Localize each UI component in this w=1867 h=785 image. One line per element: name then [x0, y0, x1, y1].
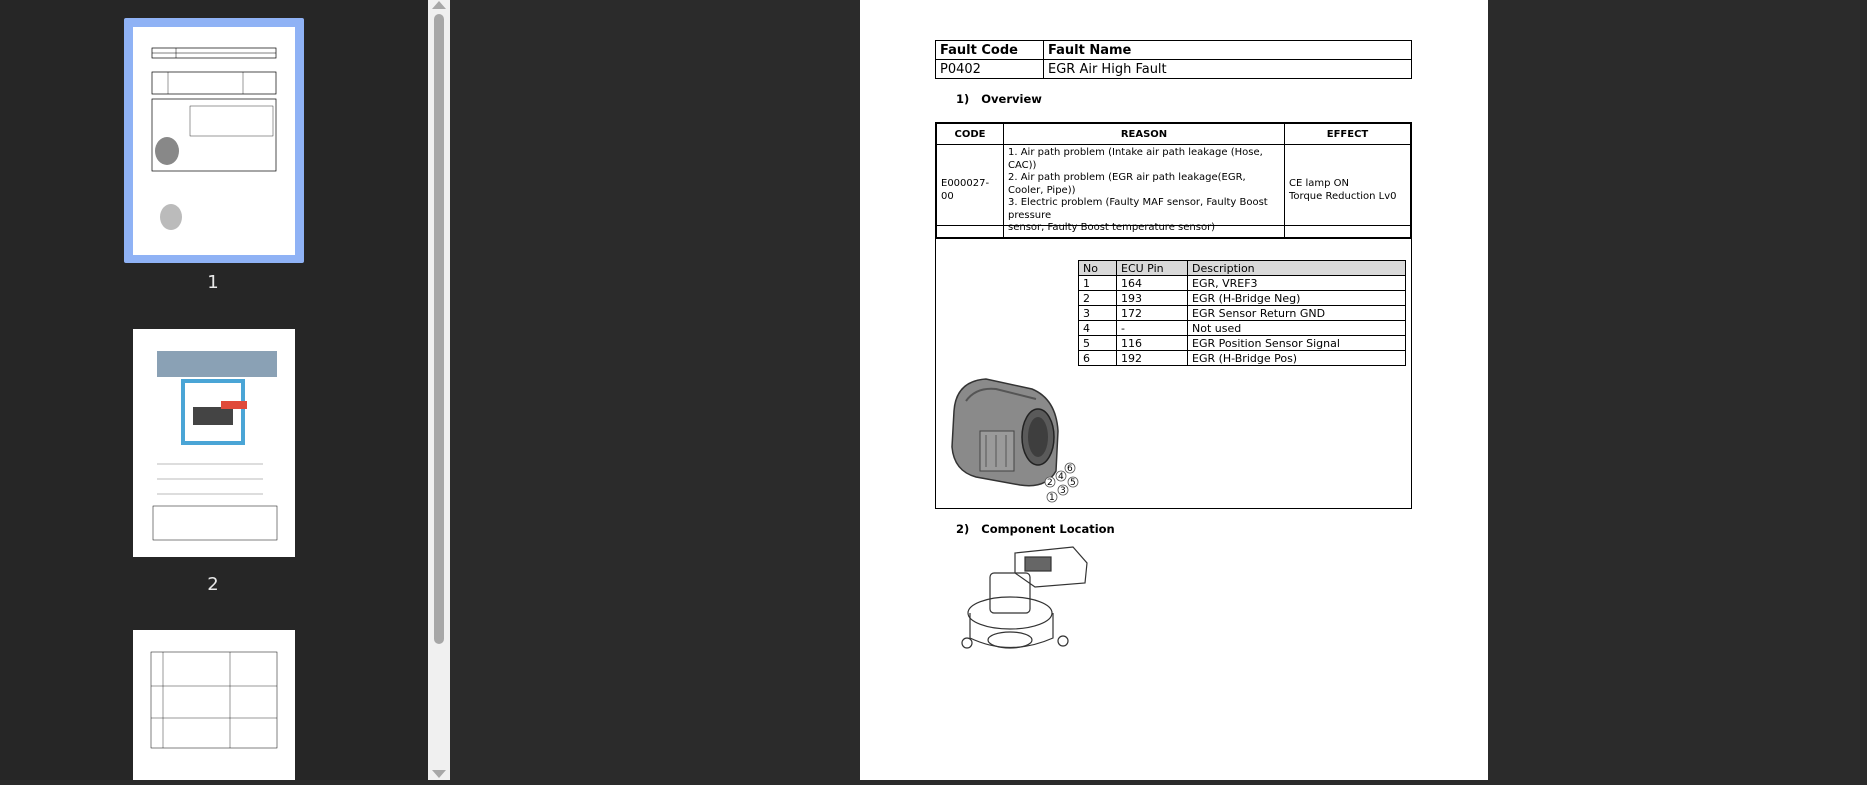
- pin-number: 2: [1047, 478, 1053, 488]
- pin-ecu: 164: [1117, 276, 1188, 291]
- reason-line: 3. Electric problem (Faulty MAF sensor, Faulty Boost pressure: [1008, 197, 1268, 221]
- pin-table-no-header: No: [1079, 261, 1117, 276]
- fault-code-value: P0402: [936, 60, 1044, 79]
- pin-desc: EGR Position Sensor Signal: [1188, 336, 1406, 351]
- pin-no: 1: [1079, 276, 1117, 291]
- reason-line: 2. Air path problem (EGR air path leakage(EGR, Cooler, Pipe)): [1008, 172, 1246, 196]
- connector-pin-box: [935, 225, 1412, 509]
- thumbnail-page-3[interactable]: [133, 630, 295, 780]
- thumbnail-page-1[interactable]: [133, 27, 295, 255]
- reason-table-reason-cell: [1004, 145, 1285, 238]
- pin-desc: EGR (H-Bridge Pos): [1188, 351, 1406, 366]
- pin-ecu: -: [1117, 321, 1188, 336]
- pin-no: 2: [1079, 291, 1117, 306]
- pin-table-description-header: Description: [1188, 261, 1406, 276]
- egr-valve-image: [955, 543, 1095, 661]
- pin-ecu: 193: [1117, 291, 1188, 306]
- pin-desc: EGR (H-Bridge Neg): [1188, 291, 1406, 306]
- pin-no: 6: [1079, 351, 1117, 366]
- reason-table-reason-header: REASON: [1004, 123, 1285, 145]
- table-row: [1079, 291, 1406, 306]
- reason-table-effect-cell: [1285, 145, 1412, 238]
- thumbnail-page-2-label: 2: [207, 574, 219, 595]
- fault-code-header: Fault Code: [936, 41, 1044, 60]
- pin-desc: EGR, VREF3: [1188, 276, 1406, 291]
- table-row: [1079, 276, 1406, 291]
- reason-table-code-header: CODE: [936, 123, 1004, 145]
- effect-line: CE lamp ON: [1289, 178, 1350, 190]
- thumbnail-sidebar: [0, 0, 428, 780]
- pin-no: 3: [1079, 306, 1117, 321]
- pin-number: 3: [1060, 486, 1066, 496]
- table-row: [1079, 321, 1406, 336]
- table-row: [1079, 306, 1406, 321]
- scrollbar-thumb[interactable]: [434, 14, 444, 644]
- thumbnail-page-1-preview: [133, 27, 295, 255]
- connector-image: [946, 371, 1086, 506]
- pin-ecu: 116: [1117, 336, 1188, 351]
- reason-line: sensor, Faulty Boost temperature sensor): [1008, 222, 1216, 233]
- reason-table-effect-header: EFFECT: [1285, 123, 1412, 145]
- thumbnail-page-2-preview: [133, 329, 295, 557]
- thumbnail-page-2[interactable]: [133, 329, 295, 557]
- vertical-scrollbar[interactable]: [428, 0, 450, 780]
- scroll-up-arrow-icon[interactable]: [432, 1, 446, 9]
- thumbnail-page-1-label: 1: [207, 272, 219, 293]
- fault-name-header: Fault Name: [1044, 41, 1412, 60]
- pin-desc: EGR Sensor Return GND: [1188, 306, 1406, 321]
- pin-number: 1: [1049, 493, 1055, 503]
- pin-no: 5: [1079, 336, 1117, 351]
- component-location-heading: 2) Component Location: [956, 522, 1115, 536]
- pin-number: 5: [1070, 478, 1076, 488]
- reason-table-code-cell: E000027-00: [936, 145, 1004, 238]
- pin-no: 4: [1079, 321, 1117, 336]
- overview-heading: 1) Overview: [956, 92, 1042, 106]
- pin-desc: Not used: [1188, 321, 1406, 336]
- fault-code-table: [935, 40, 1412, 79]
- pin-table-ecu-pin-header: ECU Pin: [1117, 261, 1188, 276]
- document-page: [860, 0, 1488, 780]
- table-row: [1079, 336, 1406, 351]
- pin-number: 6: [1067, 464, 1073, 474]
- fault-name-value: EGR Air High Fault: [1044, 60, 1412, 79]
- connector-body: [952, 379, 1058, 486]
- scroll-down-arrow-icon[interactable]: [432, 770, 446, 778]
- reason-line: 1. Air path problem (Intake air path leakage (Hose, CAC)): [1008, 147, 1263, 171]
- pin-table: [1078, 260, 1406, 366]
- pin-number: 4: [1058, 472, 1064, 482]
- reason-table: [935, 122, 1412, 239]
- thumbnail-page-3-preview: [133, 630, 295, 780]
- pin-ecu: 192: [1117, 351, 1188, 366]
- table-row: [1079, 351, 1406, 366]
- pin-ecu: 172: [1117, 306, 1188, 321]
- effect-line: Torque Reduction Lv0: [1289, 190, 1397, 202]
